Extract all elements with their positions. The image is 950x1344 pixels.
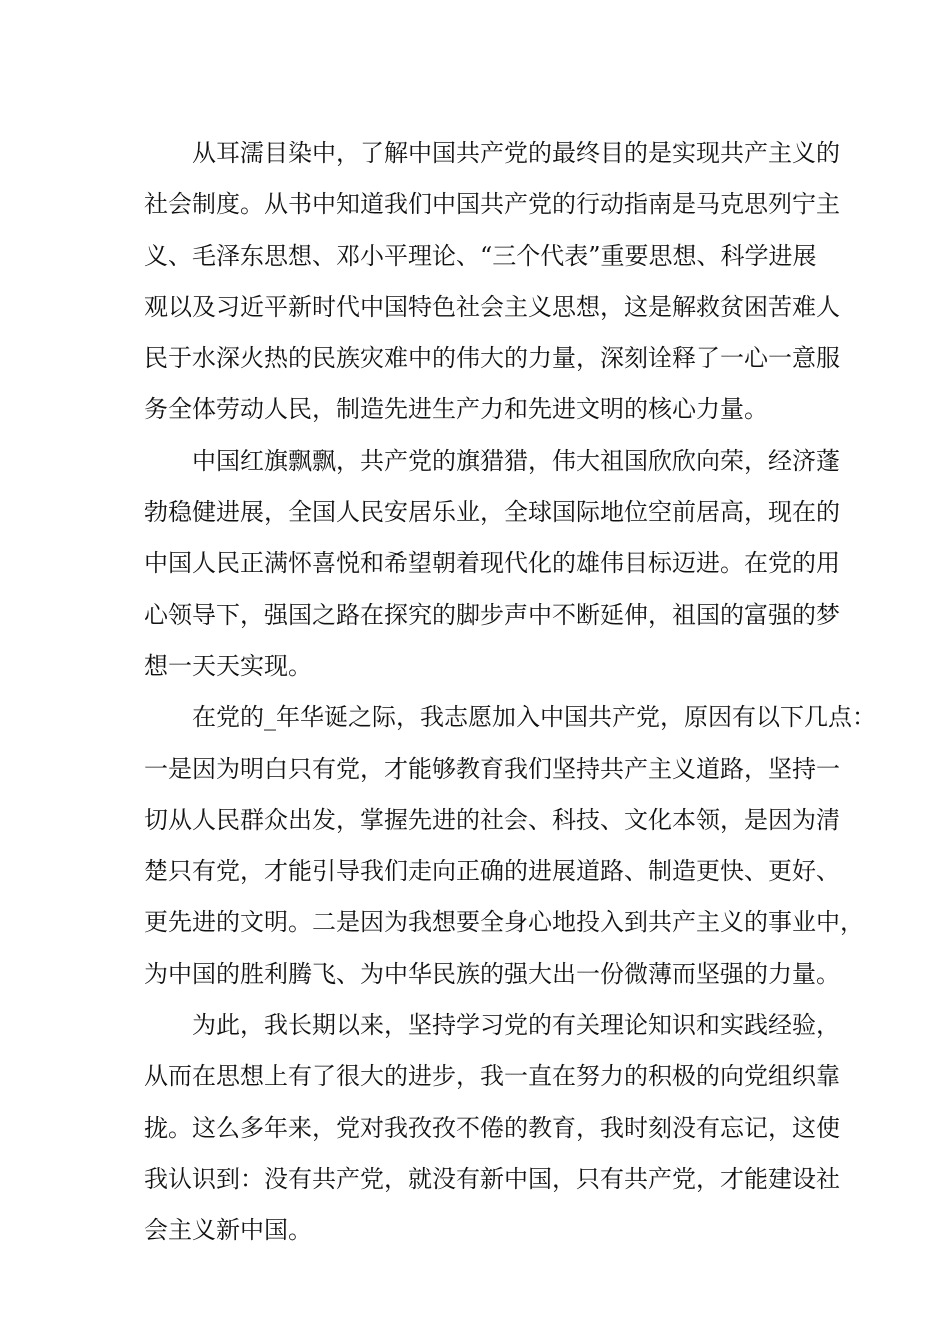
text-line: 想一天天实现。 [144,651,312,680]
paragraph-4 [144,1000,840,1256]
text-line: 拢。这么多年来，党对我孜孜不倦的教育，我时刻没有忘记，这使 [144,1113,840,1142]
text-line: 为此，我长期以来，坚持学习党的有关理论知识和实践经验， [192,1011,840,1040]
text-line: 我认识到：没有共产党，就没有新中国，只有共产党，才能建设社 [144,1164,840,1193]
text-line: 在党的_年华诞之际，我志愿加入中国共产党，原因有以下几点： [192,703,876,732]
text-line: 从而在思想上有了很大的进步，我一直在努力的积极的向党组织靠 [144,1062,840,1091]
text-line: 观以及习近平新时代中国特色社会主义思想，这是解救贫困苦难人 [144,292,840,321]
text-line: 会主义新中国。 [144,1216,312,1245]
paragraph-2 [144,436,840,692]
text-line: 心领导下，强国之路在探究的脚步声中不断延伸，祖国的富强的梦 [144,600,840,629]
text-line: 一是因为明白只有党，才能够教育我们坚持共产主义道路，坚持一 [144,754,840,783]
paragraph-1 [144,128,840,436]
document-body [144,128,876,1257]
text-line: 为中国的胜利腾飞、为中华民族的强大出一份微薄而坚强的力量。 [144,959,840,988]
text-line: 楚只有党，才能引导我们走向正确的进展道路、制造更快、更好、 [144,857,840,886]
text-line: 中国人民正满怀喜悦和希望朝着现代化的雄伟目标迈进。在党的用 [144,549,840,578]
paragraph-3 [144,692,876,1000]
text-line: 民于水深火热的民族灾难中的伟大的力量，深刻诠释了一心一意服 [144,344,840,373]
text-line: 更先进的文明。二是因为我想要全身心地投入到共产主义的事业中， [144,908,864,937]
text-line: 从耳濡目染中，了解中国共产党的最终目的是实现共产主义的 [192,139,840,167]
text-line: 切从人民群众出发，掌握先进的社会、科技、文化本领，是因为清 [144,805,840,834]
text-line: 义、毛泽东思想、邓小平理论、“三个代表”重要思想、科学进展 [144,241,817,270]
text-line: 中国红旗飘飘，共产党的旗猎猎，伟大祖国欣欣向荣，经济蓬 [192,446,840,475]
text-line: 务全体劳动人民，制造先进生产力和先进文明的核心力量。 [144,395,768,424]
text-line: 勃稳健进展，全国人民安居乐业，全球国际地位空前居高，现在的 [144,498,840,527]
text-line: 社会制度。从书中知道我们中国共产党的行动指南是马克思列宁主 [144,190,840,219]
